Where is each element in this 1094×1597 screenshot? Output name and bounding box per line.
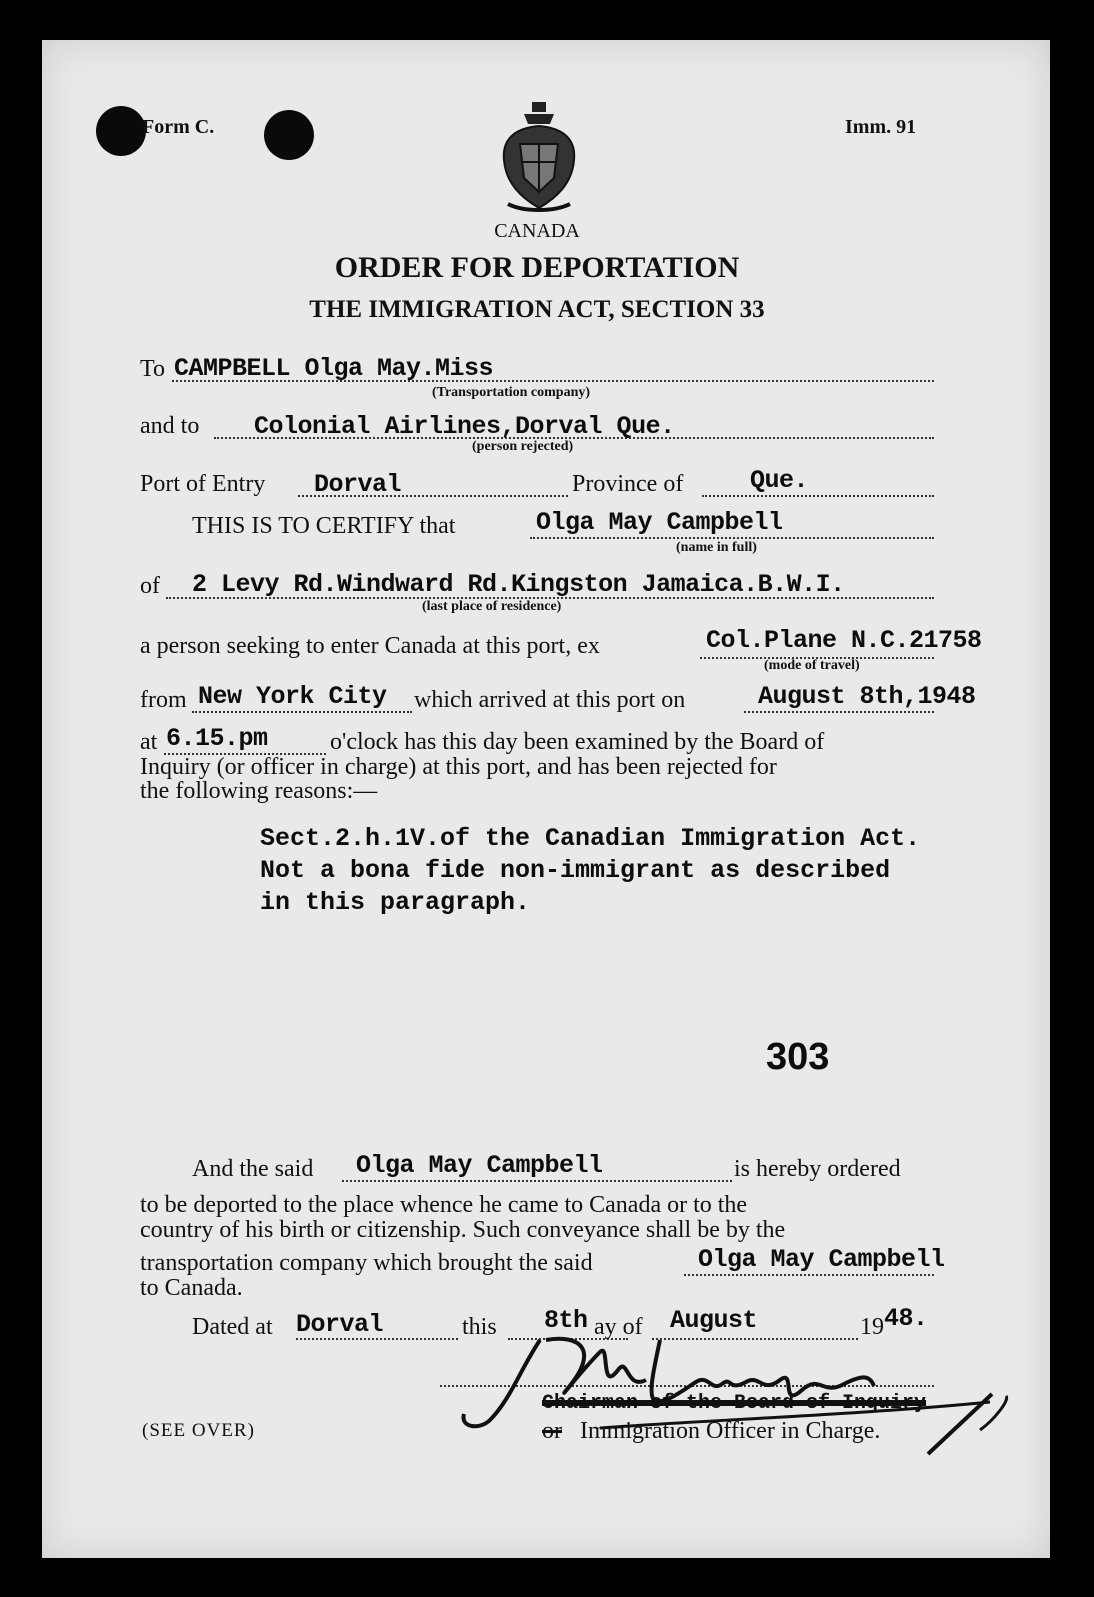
year-prefix: 19 xyxy=(860,1314,884,1340)
certify-dotted-line xyxy=(530,537,934,539)
order-line-5: to Canada. xyxy=(140,1275,243,1301)
form-number: Imm. 91 xyxy=(845,116,917,138)
or-text: or xyxy=(542,1418,562,1444)
seeking-value: Col.Plane N.C.21758 xyxy=(706,626,982,655)
port-value: Dorval xyxy=(314,470,402,499)
form-label: Form C. xyxy=(142,116,215,138)
ordered-text: is hereby ordered xyxy=(734,1156,901,1182)
dated-month: August xyxy=(670,1306,758,1335)
dated-place: Dorval xyxy=(296,1310,384,1339)
to-label: To xyxy=(140,356,165,382)
and-to-label: and to xyxy=(140,413,200,439)
coat-of-arms-icon xyxy=(494,100,584,218)
reason-line-2: Not a bona fide non-immigrant as described xyxy=(260,856,891,885)
and-to-value: Colonial Airlines,Dorval Que. xyxy=(254,412,675,441)
country-label: CANADA xyxy=(494,220,580,242)
punch-hole-left xyxy=(96,106,146,156)
said-dotted-line xyxy=(342,1180,732,1182)
said-value: Olga May Campbell xyxy=(356,1151,603,1180)
at-value: 6.15.pm xyxy=(166,724,268,753)
this-label: this xyxy=(462,1314,497,1340)
signature-icon xyxy=(450,1310,1010,1470)
certify-caption: (name in full) xyxy=(676,540,757,555)
seeking-caption: (mode of travel) xyxy=(764,658,860,673)
seeking-label: a person seeking to enter Canada at this port, ex xyxy=(140,633,600,659)
dated-label: Dated at xyxy=(192,1314,273,1340)
from-value: New York City xyxy=(198,682,387,711)
province-value: Que. xyxy=(750,466,809,495)
document-page xyxy=(42,40,1050,1558)
province-dotted-line xyxy=(702,495,934,497)
order-line-2: to be deported to the place whence he came to Canada or to the xyxy=(140,1192,748,1218)
year-suffix: 48. xyxy=(884,1304,928,1333)
document-title: ORDER FOR DEPORTATION xyxy=(334,251,740,284)
day-suffix: ay of xyxy=(594,1314,643,1340)
certify-value: Olga May Campbell xyxy=(536,508,783,537)
crossed-title: Chairman of the Board of Inquiry xyxy=(542,1392,927,1415)
of-value: 2 Levy Rd.Windward Rd.Kingston Jamaica.B.W.I. xyxy=(192,570,845,599)
document-subtitle: THE IMMIGRATION ACT, SECTION 33 xyxy=(309,296,765,323)
reasons-heading: the following reasons:— xyxy=(140,778,378,804)
to-value: CAMPBELL Olga May.Miss xyxy=(174,354,494,383)
from-dotted-line xyxy=(192,711,412,713)
punch-hole-right xyxy=(264,110,314,160)
officer-title: Immigration Officer in Charge. xyxy=(580,1418,881,1444)
order-line-3: country of his birth or citizenship. Such conveyance shall be by the xyxy=(140,1217,786,1243)
dated-day: 8th xyxy=(544,1306,588,1335)
said-label: And the said xyxy=(192,1156,314,1182)
of-label: of xyxy=(140,573,160,599)
arrived-value: August 8th,1948 xyxy=(758,682,976,711)
to-caption: (Transportation company) xyxy=(432,385,591,400)
reason-line-1: Sect.2.h.1V.of the Canadian Immigration Act. xyxy=(260,824,921,853)
certify-label: THIS IS TO CERTIFY that xyxy=(192,513,456,539)
order-line-4-label: transportation company which brought the said xyxy=(140,1250,593,1276)
inquiry-text: Inquiry (or officer in charge) at this port, and has been rejected for xyxy=(140,754,777,780)
see-over-note: (SEE OVER) xyxy=(142,1420,255,1441)
arrived-dotted-line xyxy=(744,711,934,713)
of-caption: (last place of residence) xyxy=(422,599,562,614)
and-to-caption: (person rejected) xyxy=(472,439,574,454)
from-label: from xyxy=(140,687,187,713)
order-line-4-dotted-line xyxy=(684,1274,934,1276)
file-number: 303 xyxy=(766,1036,830,1078)
arrived-label: which arrived at this port on xyxy=(414,687,686,713)
port-label: Port of Entry xyxy=(140,471,266,497)
oclock-text: o'clock has this day been examined by the Board of xyxy=(330,729,825,755)
reason-line-3: in this paragraph. xyxy=(260,888,531,917)
order-line-4-value: Olga May Campbell xyxy=(698,1245,945,1274)
province-label: Province of xyxy=(572,471,684,497)
at-label: at xyxy=(140,729,158,755)
